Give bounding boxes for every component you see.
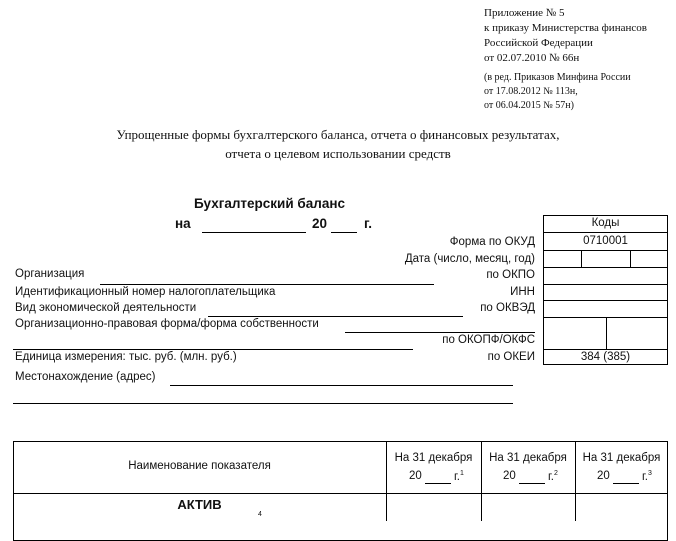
activity-label: Вид экономической деятельности (15, 302, 197, 314)
unit-label: Единица измерения: тыс. руб. (млн. руб.) (15, 351, 237, 363)
okei-label: по ОКЕИ (487, 351, 535, 363)
amendment-note3: от 06.04.2015 № 57н) (484, 100, 574, 111)
row-footnote: 4 (258, 511, 262, 518)
okopf-label: по ОКОПФ/ОКФС (442, 334, 535, 346)
col-header-name: Наименование показателя (128, 460, 271, 472)
balance-date-line (202, 232, 306, 233)
organization-label: Организация (15, 268, 85, 280)
appendix-line2: к приказу Министерства финансов (484, 22, 647, 34)
date-label: Дата (число, месяц, год) (404, 253, 535, 265)
inn-label: ИНН (510, 286, 535, 298)
location-line2 (13, 403, 513, 404)
organization-line (100, 284, 434, 285)
document-heading-line1: Упрощенные формы бухгалтерского баланса, отчета о финансовых результатах, (116, 127, 560, 142)
legal-form-label: Организационно-правовая форма/форма собственности (15, 318, 319, 330)
okei-code: 384 (385) (580, 351, 631, 363)
taxpayer-id-label: Идентификационный номер налогоплательщика (15, 286, 276, 298)
location-line (170, 385, 513, 386)
amendment-note1: (в ред. Приказов Минфина России (484, 72, 631, 83)
balance-on-label: на (175, 216, 191, 231)
balance-year-prefix: 20 (312, 216, 328, 231)
balance-year-suffix: г. (364, 216, 373, 231)
okud-code: 0710001 (583, 235, 628, 247)
legal-form-line2 (13, 349, 413, 350)
location-label: Местонахождение (адрес) (15, 371, 156, 383)
amendment-note2: от 17.08.2012 № 113н, (484, 86, 578, 97)
appendix-line1: Приложение № 5 (484, 7, 565, 19)
balance-title: Бухгалтерский баланс (194, 196, 345, 211)
okpo-label: по ОКПО (486, 269, 535, 281)
appendix-line3: Российской Федерации (484, 37, 593, 49)
balance-year-line (331, 232, 357, 233)
appendix-line4: от 02.07.2010 № 66н (484, 52, 580, 64)
section-assets: АКТИВ (177, 497, 222, 512)
document-heading-line2: отчета о целевом использовании средств (225, 146, 451, 161)
col-header-date-2: На 31 декабря (489, 452, 567, 464)
col-header-date-3: На 31 декабря (582, 452, 661, 464)
activity-line (208, 316, 463, 317)
okud-label: Форма по ОКУД (449, 236, 535, 248)
okved-label: по ОКВЭД (480, 302, 535, 314)
legal-form-line (345, 332, 535, 333)
codes-header: Коды (591, 217, 620, 229)
col-header-date-1: На 31 декабря (394, 452, 473, 464)
